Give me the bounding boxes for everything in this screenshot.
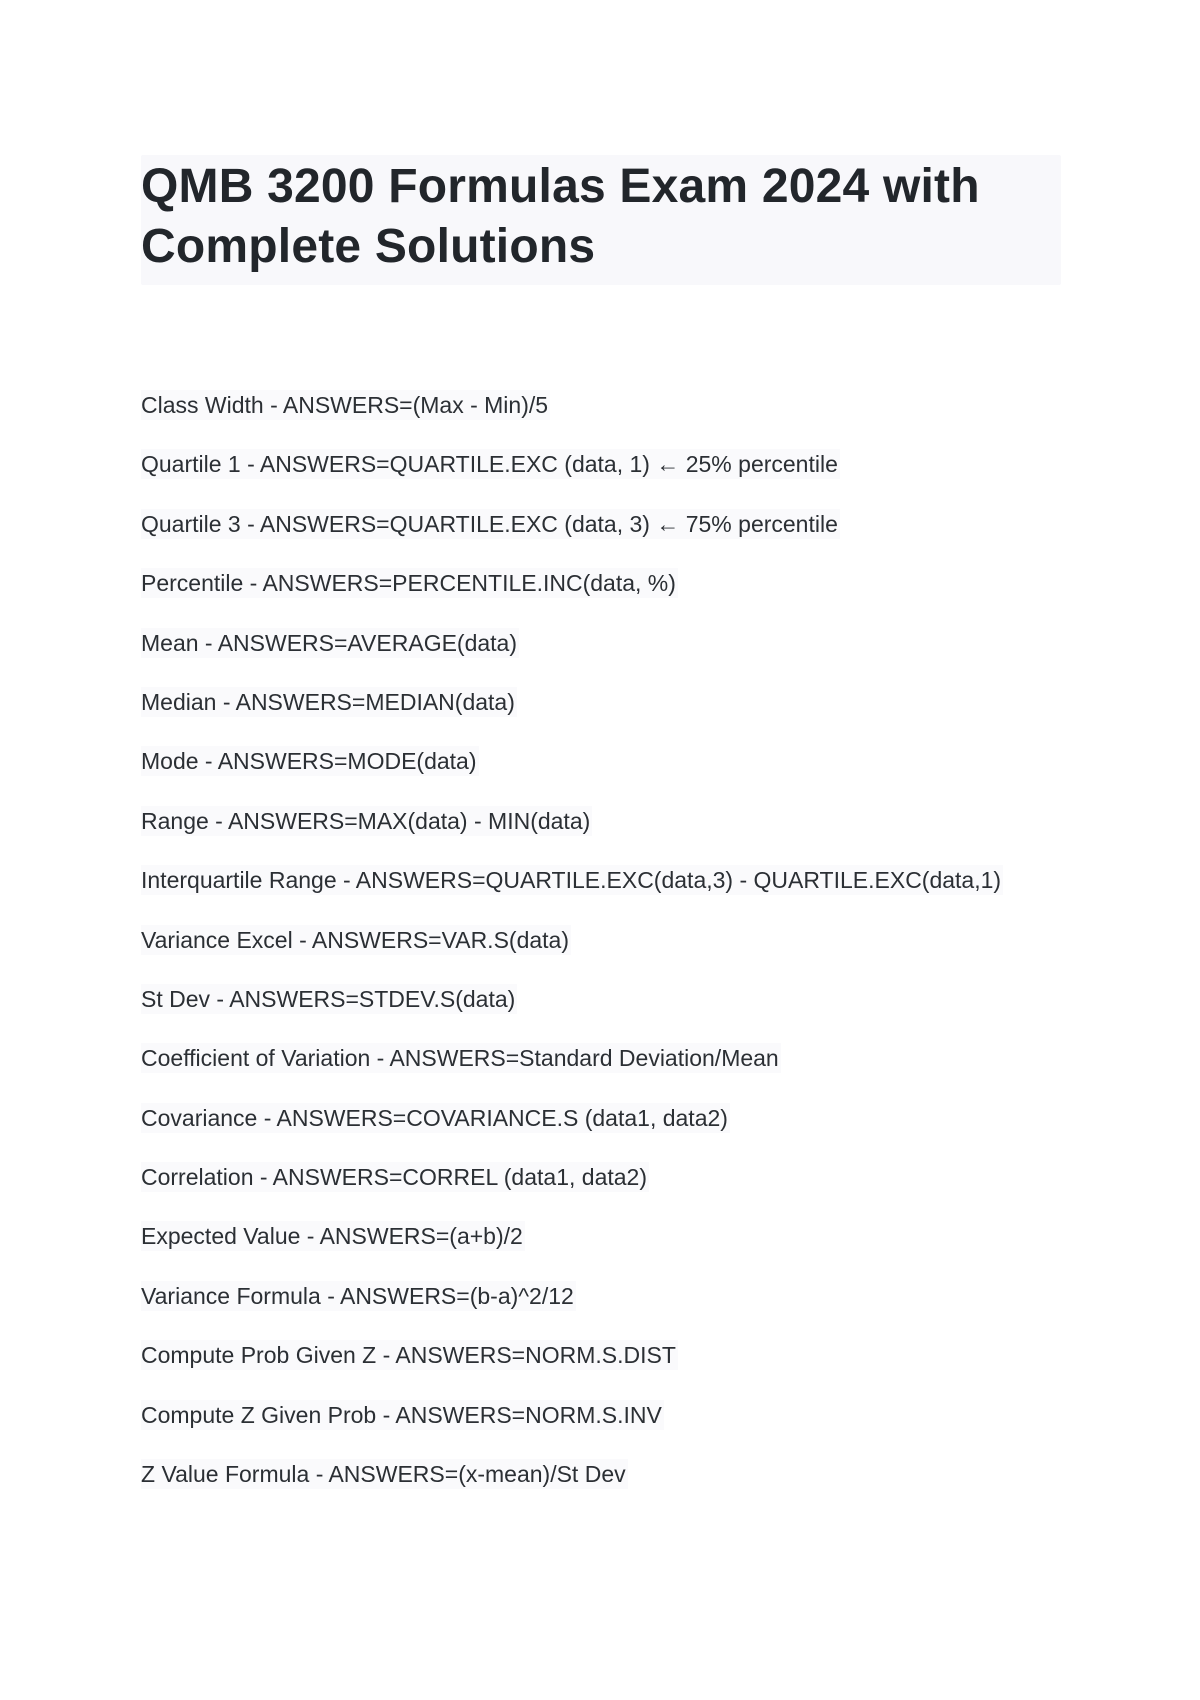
page-title: QMB 3200 Formulas Exam 2024 with Complete Solutions [141, 160, 980, 273]
formula-entry [141, 687, 1141, 746]
formula-entry [141, 1459, 1141, 1518]
formula-text: Mode - ANSWERS=MODE(data) [141, 748, 477, 775]
formula-text: Correlation - ANSWERS=CORREL (data1, data2) [141, 1164, 647, 1191]
formula-entry [141, 1281, 1141, 1340]
formula-text: St Dev - ANSWERS=STDEV.S(data) [141, 985, 516, 1012]
formula-entry [141, 865, 1141, 924]
formula-entry [141, 628, 1141, 687]
formula-text: Compute Z Given Prob - ANSWERS=NORM.S.INV [141, 1401, 662, 1428]
formula-text: Interquartile Range - ANSWERS=QUARTILE.EXC(data,3) - QUARTILE.EXC(data,1) [141, 867, 1002, 894]
formula-entry [141, 1103, 1141, 1162]
formula-text: Coefficient of Variation - ANSWERS=Standard Deviation/Mean [141, 1045, 779, 1072]
formula-text: Median - ANSWERS=MEDIAN(data) [141, 688, 515, 715]
formula-text: Covariance - ANSWERS=COVARIANCE.S (data1, data2) [141, 1104, 728, 1131]
formula-entry [141, 746, 1141, 805]
formula-text: Z Value Formula - ANSWERS=(x-mean)/St Dev [141, 1461, 626, 1488]
formula-text: Percentile - ANSWERS=PERCENTILE.INC(data, %) [141, 570, 676, 597]
formula-entry [141, 509, 1141, 568]
formula-entry [141, 1340, 1141, 1399]
formula-entry [141, 1162, 1141, 1221]
formula-entry [141, 1221, 1141, 1280]
title-block [141, 155, 1061, 285]
formula-text: Quartile 3 - ANSWERS=QUARTILE.EXC (data, 3) ← 75% percentile [141, 510, 838, 537]
formula-entry [141, 806, 1141, 865]
formula-entry [141, 449, 1141, 508]
formula-text: Variance Formula - ANSWERS=(b-a)^2/12 [141, 1282, 574, 1309]
formula-entry [141, 390, 1141, 449]
formula-text: Quartile 1 - ANSWERS=QUARTILE.EXC (data, 1) ← 25% percentile [141, 451, 838, 478]
formula-entry [141, 568, 1141, 627]
formula-entry [141, 1043, 1141, 1102]
formula-text: Range - ANSWERS=MAX(data) - MIN(data) [141, 807, 591, 834]
formula-text: Class Width - ANSWERS=(Max - Min)/5 [141, 392, 549, 418]
formula-text: Expected Value - ANSWERS=(a+b)/2 [141, 1223, 523, 1250]
formula-list [141, 390, 1141, 1518]
formula-text: Mean - ANSWERS=AVERAGE(data) [141, 629, 518, 656]
formula-entry [141, 1400, 1141, 1459]
formula-entry [141, 925, 1141, 984]
formula-text: Compute Prob Given Z - ANSWERS=NORM.S.DIST [141, 1342, 676, 1369]
formula-text: Variance Excel - ANSWERS=VAR.S(data) [141, 926, 569, 953]
formula-entry [141, 984, 1141, 1043]
